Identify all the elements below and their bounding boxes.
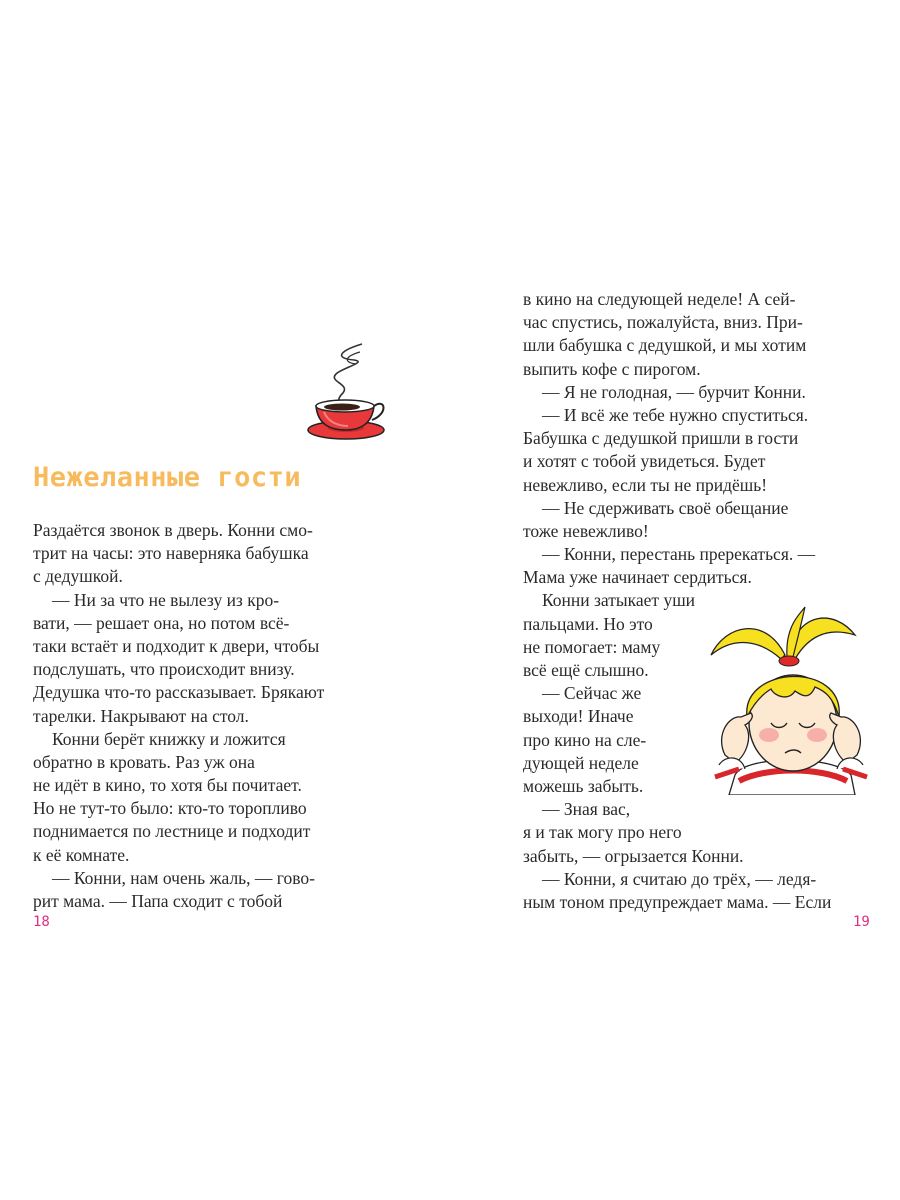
text-line: вати, — решает она, но потом всё- <box>33 612 290 633</box>
text-line: пальцами. Но это <box>523 613 653 634</box>
text-line: Дедушка что-то рассказывает. Брякают <box>33 682 325 703</box>
text-line: Бабушка с дедушкой пришли в гости <box>523 428 799 449</box>
text-line: забыть, — огрызается Конни. <box>523 845 744 866</box>
text-line: Мама уже начинает сердиться. <box>523 567 752 588</box>
text-line: про кино на сле- <box>523 729 647 750</box>
text-line: к её комнате. <box>33 844 130 865</box>
text-line: выпить кофе с пирогом. <box>523 358 701 379</box>
text-line: не идёт в кино, то хотя бы почитает. <box>33 775 302 796</box>
text-line: всё ещё слышно. <box>523 660 649 680</box>
text-line: невежливо, если ты не придёшь! <box>523 474 768 495</box>
text-line: можешь забыть. <box>523 775 644 796</box>
text-line: не помогает: маму <box>523 636 661 657</box>
text-line: — Конни, нам очень жаль, — гово- <box>52 867 316 888</box>
text-line: поднимается по лестнице и подходит <box>33 821 311 842</box>
text-line: Но не тут-то было: кто-то торопливо <box>33 798 307 819</box>
text-line: — Конни, я считаю до трёх, — ледя- <box>542 868 817 889</box>
text-line: дующей неделе <box>523 752 639 773</box>
right-page <box>450 0 900 1200</box>
text-line: тарелки. Накрывают на стол. <box>33 705 249 726</box>
right-body-text <box>523 288 863 914</box>
page-number-right: 19 <box>853 914 870 930</box>
text-line: в кино на следующей неделе! А сей- <box>523 289 796 309</box>
text-line: и хотят с тобой увидеться. Будет <box>523 451 766 472</box>
text-line: выходи! Иначе <box>523 706 634 727</box>
text-line: час спустись, пожалуйста, вниз. При- <box>523 312 803 333</box>
text-line: ным тоном предупреждает мама. — Если <box>523 891 832 912</box>
text-line: Конни берёт книжку и ложится <box>52 728 286 749</box>
text-line: — И всё же тебе нужно спуститься. <box>542 404 809 425</box>
text-line: шли бабушка с дедушкой, и мы хотим <box>523 335 807 356</box>
text-line: Раздаётся звонок в дверь. Конни смо- <box>33 520 313 540</box>
text-line: трит на часы: это наверняка бабушка <box>33 543 309 564</box>
text-line: — Конни, перестань пререкаться. — <box>542 544 816 565</box>
text-line: тоже невежливо! <box>523 520 649 541</box>
text-line: обратно в кровать. Раз уж она <box>33 751 255 772</box>
page-number-left: 18 <box>33 914 50 930</box>
chapter-title: Нежеланные гости <box>33 462 302 493</box>
text-line: рит мама. — Папа сходит с тобой <box>33 891 283 911</box>
text-line: — Я не голодная, — бурчит Конни. <box>542 381 806 402</box>
text-line: таки встаёт и подходит к двери, чтобы <box>33 635 320 656</box>
girl-covering-ears-icon <box>705 605 877 795</box>
text-line: с дедушкой. <box>33 566 123 587</box>
text-line: Конни затыкает уши <box>542 590 696 611</box>
text-line: — Не сдерживать своё обещание <box>542 497 789 518</box>
text-line: — Ни за что не вылезу из кро- <box>52 589 280 610</box>
text-line: я и так могу про него <box>523 822 682 843</box>
text-line: — Сейчас же <box>542 683 642 704</box>
coffee-cup-icon <box>302 338 388 442</box>
text-line: — Зная вас, <box>542 799 631 820</box>
left-body-text <box>33 519 373 913</box>
text-line: подслушать, что происходит внизу. <box>33 659 295 680</box>
